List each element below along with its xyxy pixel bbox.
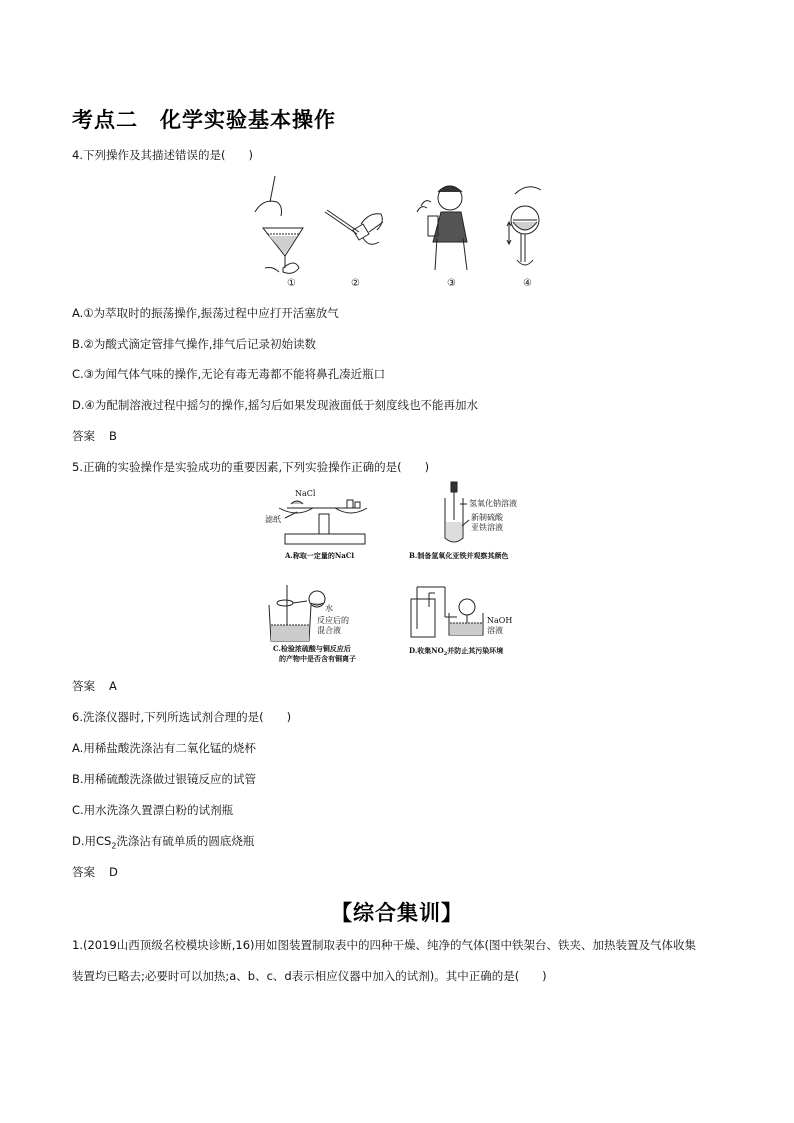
test-tube-illustration bbox=[405, 480, 555, 564]
gas-collection-illustration bbox=[405, 585, 535, 667]
figure-1-separatory-funnel-shaking bbox=[255, 176, 303, 273]
q6-option-b: B.用稀硫酸洗涤做过银镜反应的试管 bbox=[72, 772, 257, 786]
fig-label-1: ① bbox=[287, 278, 296, 289]
q1-stem-line1: 1.(2019山西顶级名校模块诊断,16)用如图装置制取表中的四种干燥、纯净的气体(图中铁架台、铁夹、加热装置及气体收集 bbox=[72, 938, 696, 952]
q5-answer bbox=[72, 678, 117, 694]
question-4-stem: 4.下列操作及其描述错误的是( ) bbox=[72, 148, 253, 162]
q6-option-c: C.用水洗涤久置漂白粉的试剂瓶 bbox=[72, 803, 234, 817]
q4-option-d: D.④为配制溶液过程中摇匀的操作,摇匀后如果发现液面低于刻度线也不能再加水 bbox=[72, 398, 478, 412]
answer-value: A bbox=[109, 679, 117, 693]
answer-label: 答案 bbox=[72, 429, 95, 443]
q5-figure-d bbox=[405, 585, 535, 667]
q4-option-b: B.②为酸式滴定管排气操作,排气后记录初始读数 bbox=[72, 337, 317, 351]
figure-2-burette-venting bbox=[325, 210, 383, 244]
fig-label-4: ④ bbox=[523, 278, 532, 289]
composite-section-title: 【综合集训】 bbox=[331, 901, 463, 925]
label-feso4-2: 亚铁溶液 bbox=[471, 523, 503, 532]
q6-option-d: D.用$CS_2$洗涤沾有硫单质的圆底烧瓶 bbox=[72, 834, 255, 851]
label-water: 水 bbox=[325, 604, 333, 613]
label-naoh-1: NaOH bbox=[487, 616, 513, 625]
q5-figure-a bbox=[265, 480, 395, 564]
balance-illustration bbox=[265, 480, 395, 564]
label-filter-paper: 滤纸 bbox=[265, 515, 281, 524]
question-5-stem: 5.正确的实验操作是实验成功的重要因素,下列实验操作正确的是( ) bbox=[72, 460, 430, 474]
caption-a: A.称取一定量的NaCl bbox=[285, 551, 355, 560]
q5-figure-b bbox=[405, 480, 555, 564]
caption-c-line1: C.检验浓硫酸与铜反应后 bbox=[273, 644, 351, 653]
q4-figure bbox=[245, 172, 565, 290]
caption-d: D.收集$NO_2$并防止其污染环境 bbox=[409, 646, 504, 657]
fig-label-2: ② bbox=[351, 278, 360, 289]
answer-value: B bbox=[109, 429, 117, 443]
caption-b: B.制备氢氧化亚铁并观察其颜色 bbox=[409, 551, 509, 560]
label-mixture-2: 混合液 bbox=[317, 626, 341, 635]
caption-c-line2: 的产物中是否含有铜离子 bbox=[279, 654, 356, 663]
q4-answer bbox=[72, 428, 117, 444]
q5-figure-c bbox=[265, 585, 395, 667]
section-title: 考点二 化学实验基本操作 bbox=[72, 108, 336, 132]
label-nacl: NaCl bbox=[295, 489, 316, 498]
q1-stem-line2: 装置均已略去;必要时可以加热;a、b、c、d表示相应仪器中加入的试剂)。其中正确的是( ) bbox=[72, 969, 547, 983]
answer-label: 答案 bbox=[72, 865, 95, 879]
answer-value: D bbox=[109, 865, 118, 879]
figure-4-volumetric-flask-inversion bbox=[507, 187, 541, 265]
label-naoh-solution: 氢氧化钠溶液 bbox=[469, 499, 517, 508]
figure-3-smelling-gas bbox=[417, 186, 467, 270]
question-6-stem: 6.洗涤仪器时,下列所选试剂合理的是( ) bbox=[72, 710, 292, 724]
q4-option-c: C.③为闻气体气味的操作,无论有毒无毒都不能将鼻孔凑近瓶口 bbox=[72, 367, 386, 381]
q4-figure-illustration bbox=[245, 172, 565, 290]
label-naoh-2: 溶液 bbox=[487, 626, 503, 635]
q6-option-a: A.用稀盐酸洗涤沾有二氧化锰的烧杯 bbox=[72, 741, 256, 755]
label-mixture-1: 反应后的 bbox=[317, 616, 349, 625]
label-feso4-1: 新制硫酸 bbox=[471, 513, 503, 522]
answer-label: 答案 bbox=[72, 679, 95, 693]
fig-label-3: ③ bbox=[447, 278, 456, 289]
q4-option-a: A.①为萃取时的振荡操作,振荡过程中应打开活塞放气 bbox=[72, 306, 339, 320]
q6-answer bbox=[72, 864, 118, 880]
beaker-dropping-illustration bbox=[265, 585, 395, 667]
